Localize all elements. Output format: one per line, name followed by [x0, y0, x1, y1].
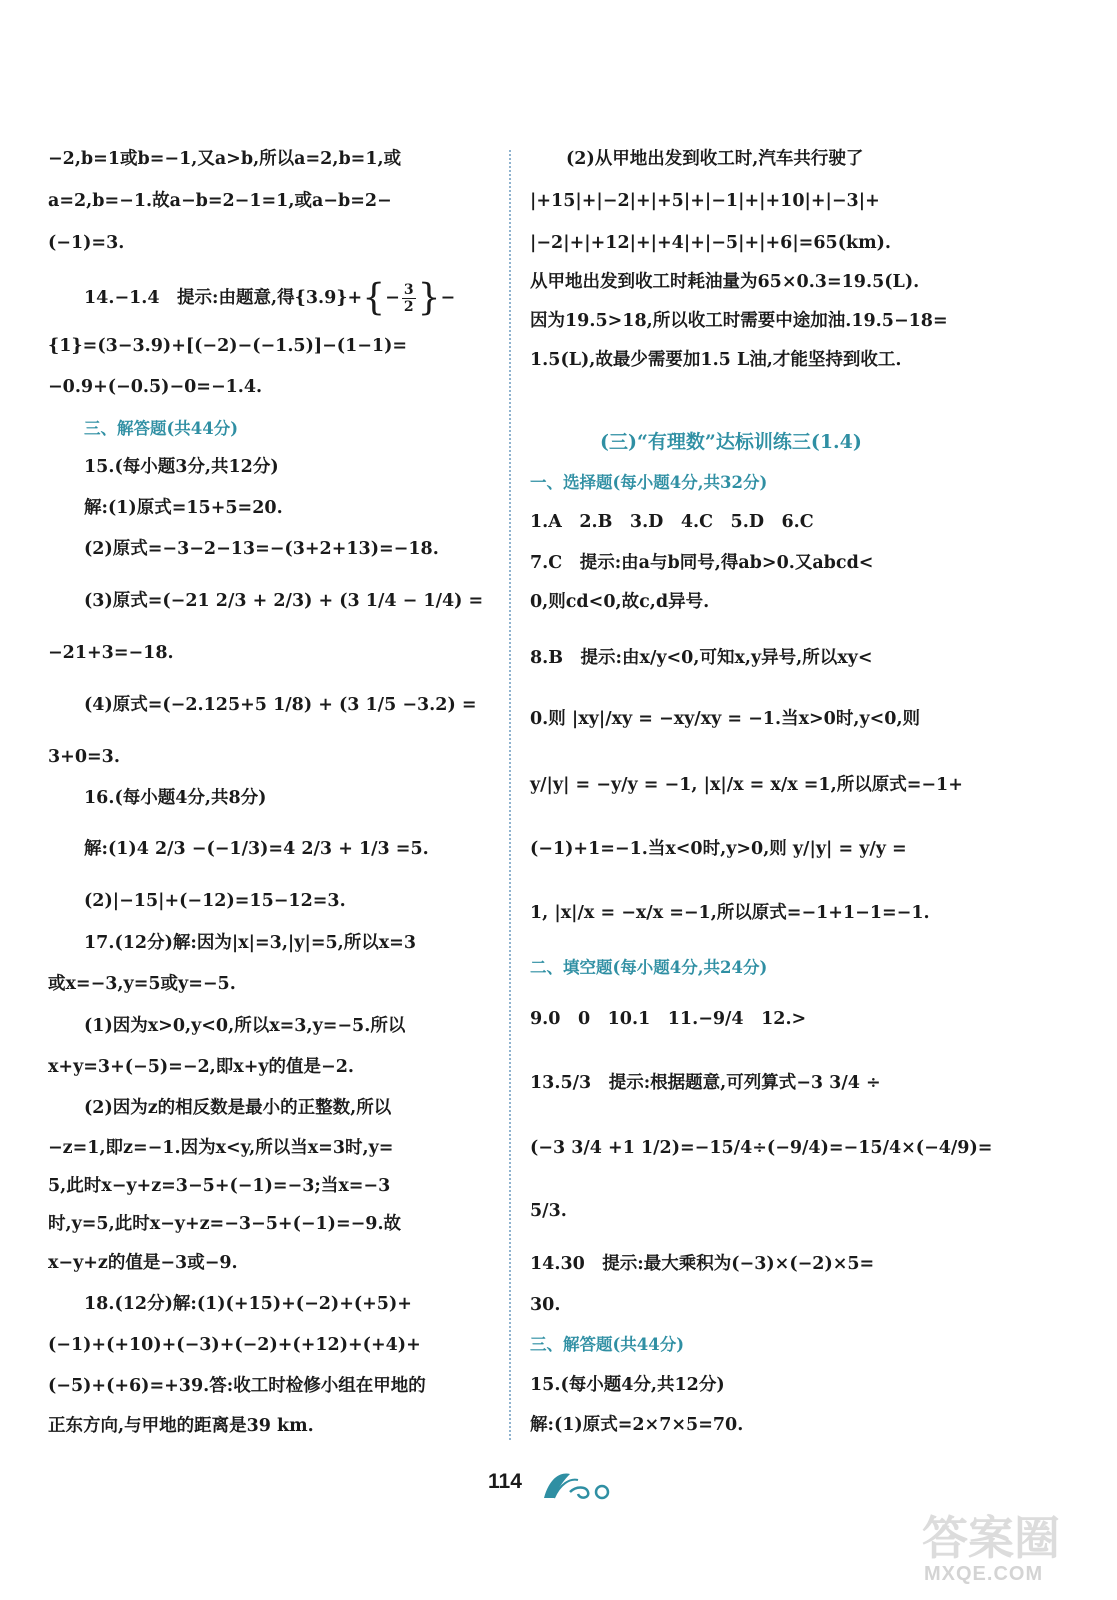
text-line: (2)因为z的相反数是最小的正整数,所以	[84, 1098, 392, 1118]
text-line: y/|y| = −y/y = −1, |x|/x = x/x =1,所以原式=−1+	[530, 775, 963, 795]
text-line: (−1)+1=−1.当x<0时,y>0,则 y/|y| = y/y =	[530, 839, 907, 859]
text-line: 30.	[530, 1295, 561, 1315]
text-line: {1}=(3−3.9)+[(−2)−(−1.5)]−(1−1)=	[48, 336, 408, 356]
text-line: 解:(1)原式=2×7×5=70.	[530, 1415, 744, 1435]
text-line: (−1)=3.	[48, 233, 125, 253]
section-title: (三)“有理数”达标训练三(1.4)	[600, 431, 862, 453]
fraction	[402, 282, 416, 315]
text-line: 18.(12分)解:(1)(+15)+(−2)+(+5)+	[84, 1294, 412, 1314]
text-line: x+y=3+(−5)=−2,即x+y的值是−2.	[48, 1057, 354, 1077]
answer-14-post: −	[440, 288, 456, 308]
section-heading: 一、选择题(每小题4分,共32分)	[530, 473, 768, 492]
page-number: 114	[488, 1470, 522, 1493]
text-line: 8.B 提示:由x/y<0,可知x,y异号,所以xy<	[530, 648, 873, 668]
text-line: (1)因为x>0,y<0,所以x=3,y=−5.所以	[84, 1016, 406, 1036]
text-line: 或x=−3,y=5或y=−5.	[48, 974, 236, 994]
text-line: 15.(每小题3分,共12分)	[84, 457, 279, 477]
svg-text:答案圈: 答案圈	[922, 1511, 1060, 1564]
watermark-url: MXQE.COM	[924, 1563, 1044, 1585]
numerator: 3	[403, 282, 414, 298]
text-line: (2)原式=−3−2−13=−(3+2+13)=−18.	[84, 539, 439, 559]
leaf-ornament-icon	[540, 1468, 616, 1502]
text-line: 0,则cd<0,故c,d异号.	[530, 592, 710, 612]
text-line: −z=1,即z=−1.因为x<y,所以当x=3时,y=	[48, 1138, 394, 1158]
section-heading: 二、填空题(每小题4分,共24分)	[530, 958, 768, 977]
text-line: 解:(1)4 2/3 −(−1/3)=4 2/3 + 1/3 =5.	[84, 839, 429, 859]
denominator: 2	[403, 299, 414, 315]
text-line: 9.0 0 10.1 11.−9/4 12.>	[530, 1009, 807, 1029]
text-line: 正东方向,与甲地的距离是39 km.	[48, 1416, 314, 1436]
text-line: 因为19.5>18,所以收工时需要中途加油.19.5−18=	[530, 311, 948, 331]
text-line: 5,此时x−y+z=3−5+(−1)=−3;当x=−3	[48, 1176, 391, 1196]
text-line: 15.(每小题4分,共12分)	[530, 1375, 725, 1395]
text-line: 17.(12分)解:因为|x|=3,|y|=5,所以x=3	[84, 933, 417, 953]
text-line: (4)原式=(−2.125+5 1/8) + (3 1/5 −3.2) =	[84, 695, 477, 715]
text-line: |+15|+|−2|+|+5|+|−1|+|+10|+|−3|+	[530, 191, 880, 211]
text-line: (2)|−15|+(−12)=15−12=3.	[84, 891, 346, 911]
answer-14-pre: 14.−1.4 提示:由题意,得{3.9}+	[84, 288, 363, 308]
text-line: 1.A 2.B 3.D 4.C 5.D 6.C	[530, 512, 814, 532]
section-heading: 三、解答题(共44分)	[84, 419, 239, 438]
text-line: −21+3=−18.	[48, 643, 174, 663]
text-line: 1, |x|/x = −x/x =−1,所以原式=−1+1−1=−1.	[530, 903, 930, 923]
text-line: (2)从甲地出发到收工时,汽车共行驶了	[566, 149, 864, 169]
section-heading: 三、解答题(共44分)	[530, 1335, 685, 1354]
watermark-logo-icon	[918, 1508, 1083, 1564]
text-line: 0.则 |xy|/xy = −xy/xy = −1.当x>0时,y<0,则	[530, 709, 921, 729]
text-line: −0.9+(−0.5)−0=−1.4.	[48, 377, 263, 397]
text-line: |−2|+|+12|+|+4|+|−5|+|+6|=65(km).	[530, 233, 891, 253]
text-line: 3+0=3.	[48, 747, 120, 767]
column-divider	[509, 150, 511, 1440]
text-line: 解:(1)原式=15+5=20.	[84, 498, 283, 518]
text-line: 5/3.	[530, 1201, 567, 1221]
text-line: a=2,b=−1.故a−b=2−1=1,或a−b=2−	[48, 191, 392, 211]
text-line: (−1)+(+10)+(−3)+(−2)+(+12)+(+4)+	[48, 1335, 421, 1355]
text-line: 14.30 提示:最大乘积为(−3)×(−2)×5=	[530, 1254, 875, 1274]
answer-14: 14.−1.4 提示:由题意,得{3.9}+{− $\frac{3}{2}$ }−	[84, 277, 456, 319]
text-line: 16.(每小题4分,共8分)	[84, 788, 267, 808]
text-line: 13.5/3 提示:根据题意,可列算式−3 3/4 ÷	[530, 1073, 881, 1093]
text-line: −2,b=1或b=−1,又a>b,所以a=2,b=1,或	[48, 149, 402, 169]
text-line: 从甲地出发到收工时耗油量为65×0.3=19.5(L).	[530, 272, 920, 292]
text-line: (−5)+(+6)=+39.答:收工时检修小组在甲地的	[48, 1376, 426, 1396]
text-line: 7.C 提示:由a与b同号,得ab>0.又abcd<	[530, 553, 874, 573]
text-line: 1.5(L),故最少需要加1.5 L油,才能坚持到收工.	[530, 350, 902, 370]
text-line: (3)原式=(−21 2/3 + 2/3) + (3 1/4 − 1/4) =	[84, 591, 484, 611]
text-line: x−y+z的值是−3或−9.	[48, 1253, 238, 1273]
text-line: (−3 3/4 +1 1/2)=−15/4÷(−9/4)=−15/4×(−4/9)=	[530, 1138, 993, 1158]
text-line: 时,y=5,此时x−y+z=−3−5+(−1)=−9.故	[48, 1214, 402, 1234]
